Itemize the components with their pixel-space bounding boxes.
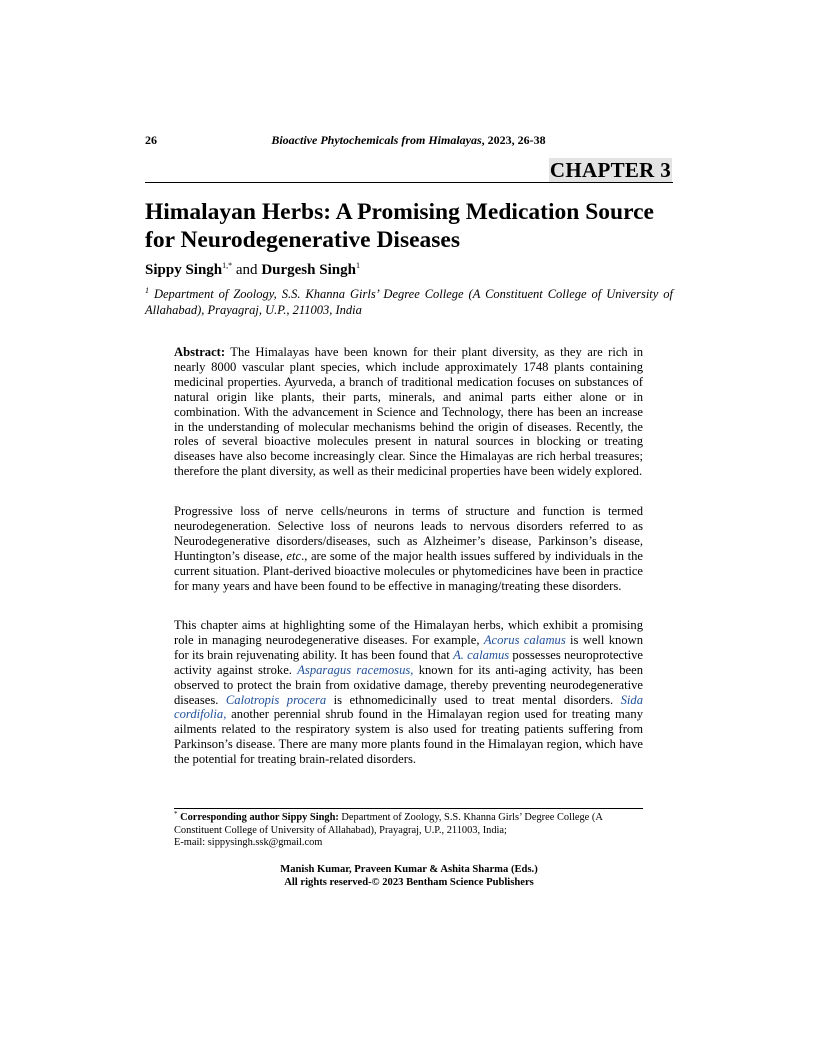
abstract	[174, 345, 643, 479]
paragraph-text: is well known for its brain rejuvenating ability. It has been found that	[174, 632, 644, 662]
affiliation-text: Department of Zoology, S.S. Khanna Girls’ Degree College (A Constituent College of University of Allahabad), Prayagraj, U.P., 211003, India	[145, 287, 673, 317]
publisher-footer	[145, 863, 673, 889]
paragraph-text: known for its anti-aging activity, has been observed to protect the brain from oxidative damage, thereby preventing neurodegenerative diseases.	[174, 662, 644, 707]
abstract-paragraph-3	[174, 618, 643, 767]
footnote-label: Corresponding author Sippy Singh:	[177, 812, 339, 823]
running-header	[145, 133, 672, 148]
abstract-text: The Himalayas have been known for their plant diversity, as they are rich in nearly 8000 vascular plant species, which include approximately 1748 plants containing medicinal properties. Ayurveda, a branch of traditional medication focuses on substances of natural origin like plants, their parts, minerals, and animal parts either alone or in combination. With the advancement in Science and Technology, there has been an increase in the understanding of molecular mechanisms behind the origin of diseases. Recently, the roles of several bioactive molecules present in natural sources in blocking or treating diseases have also become increasingly clear. Since the Himalayas are rich herbal treasures; therefore the plant diversity, as well as their medicinal properties have been widely explored.	[174, 345, 643, 479]
editors-line: Manish Kumar, Praveen Kumar & Ashita Sharma (Eds.)	[280, 864, 538, 875]
paragraph-text: This chapter aims at highlighting some of the Himalayan herbs, which exhibit a promising role in managing neurodegenerative diseases. For example,	[174, 618, 643, 647]
footnote-email: E-mail: sippysingh.ssk@gmail.com	[174, 837, 323, 848]
abstract-label: Abstract:	[174, 345, 226, 359]
title-line-1: Himalayan Herbs: A Promising Medication Source	[145, 199, 654, 225]
chapter-title	[145, 198, 675, 254]
italic-term: etc	[286, 548, 302, 563]
author-list	[145, 262, 360, 279]
author-name: Durgesh Singh	[261, 262, 356, 278]
paragraph-text: ., are some of the major health issues suffered by individuals in the current situation. Plant-derived bioactive molecules or phytomedicines have been in practice for many years and have been found to be effective in managing/treating these disorders.	[174, 548, 643, 593]
header-rule	[145, 182, 673, 183]
footnote-text: Department of Zoology, S.S. Khanna Girls’ Degree College (A Constituent College of University of Allahabad), Prayagraj, U.P., 211003, India;	[174, 812, 603, 836]
footnote-rule	[174, 808, 643, 809]
paragraph-text: is ethnomedicinally used to treat mental disorders.	[326, 692, 621, 707]
abstract-paragraph-2	[174, 504, 643, 593]
species-name: A. calamus	[453, 647, 510, 662]
rights-line: All rights reserved-© 2023 Bentham Science Publishers	[284, 877, 534, 888]
chapter-label: CHAPTER 3	[549, 158, 671, 182]
page-number: 26	[145, 133, 157, 147]
footnote-marker: *	[174, 810, 178, 818]
title-line-2: for Neurodegenerative Diseases	[145, 227, 461, 253]
author-conjunction: and	[232, 262, 262, 278]
paragraph-text: possesses neuroprotective activity against stroke.	[174, 647, 644, 677]
journal-issue: , 2023, 26-38	[481, 133, 546, 147]
author-name: Sippy Singh	[145, 262, 223, 278]
species-name: Sida cordifolia,	[174, 692, 643, 722]
species-name: Asparagus racemosus,	[297, 662, 414, 677]
species-name: Acorus calamus	[483, 632, 566, 647]
affiliation	[145, 286, 673, 318]
paragraph-text: another perennial shrub found in the Himalayan region used for treating many ailments related to the respiratory system is also used for treating patients suffering from Parkinson’s disease. There are many more plants found in the Himalayan region, which have the potential for treating brain-related disorders.	[174, 707, 643, 767]
paragraph-text: Progressive loss of nerve cells/neurons in terms of structure and function is termed neurodegeneration. Selective loss of neurons leads to nervous disorders referred to as Neurodegenerative disorders/diseases, such as Alzheimer’s disease, Parkinson’s disease, Huntington’s disease,	[174, 504, 643, 563]
affiliation-marker: 1	[145, 286, 149, 295]
author-affiliation-marker: 1	[355, 261, 360, 270]
footnote	[174, 812, 643, 850]
author-affiliation-marker: 1,*	[222, 261, 233, 270]
species-name: Calotropis procera	[225, 692, 327, 707]
journal-title: Bioactive Phytochemicals from Himalayas	[271, 133, 482, 147]
